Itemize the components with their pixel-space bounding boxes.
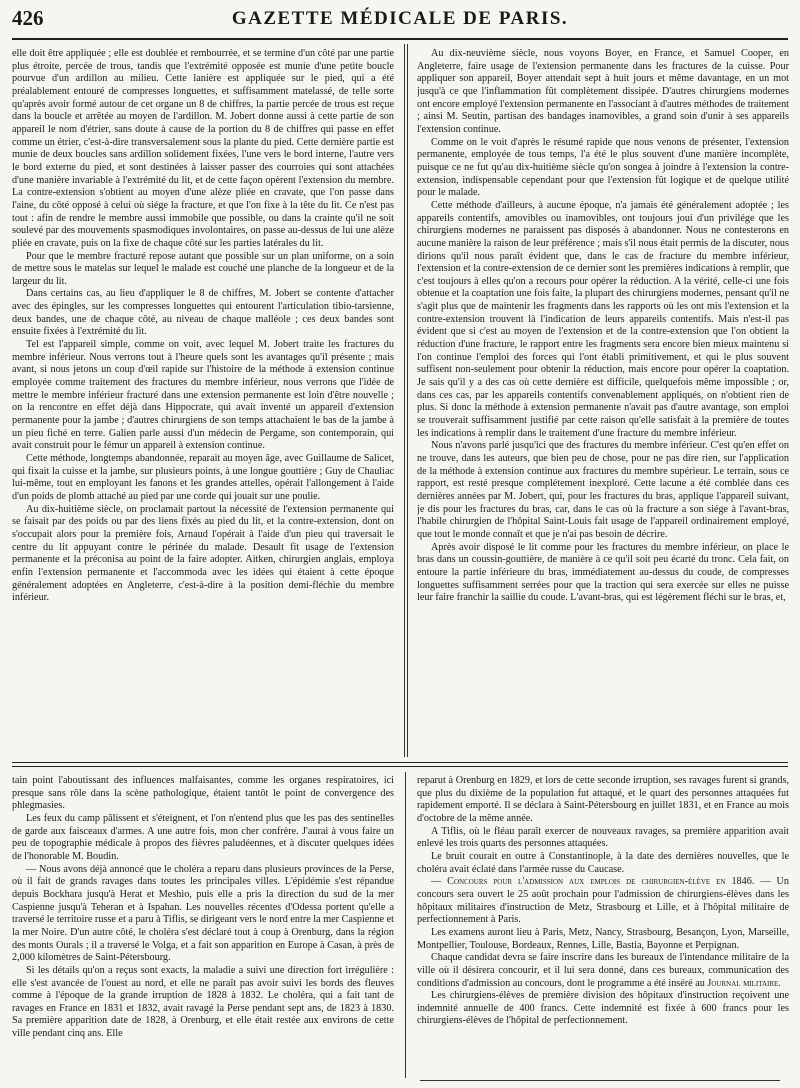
article-column-left — [12, 48, 394, 755]
paragraph: reparut à Orenburg en 1829, et lors de cette seconde irruption, ses ravages furent si grands, que plus du dixième de la population fut attaqué, et le quart des personnes attaquées fut rapidement emporté. Il se déclara à Saint-Pétersbourg en juillet 1831, et en France au mois d'octobre de la même année. — [417, 775, 789, 824]
paragraph: Si les détails qu'on a reçus sont exacts, la maladie a suivi une direction fort irrégulière : elle s'est avancée de l'ouest au nord, et elle ne paraît pas avoir suivi les bords des fleuves comme à l'époque de la grande irruption de 1828 à 1832. Le choléra, qui a fait tant de ravages en France en 1831 et 1832, avait ravagé la Perse pendant sept ans, de 1823 à 1830. Sa première apparition date de 1828, à Orenburg, et elle était restée aux environs de cette ville pendant cinq ans. Elle — [12, 964, 394, 1040]
journal-title: GAZETTE MÉDICALE DE PARIS. — [231, 8, 569, 29]
paragraph: Pour que le membre fracturé repose autant que possible sur un plan uniforme, on a soin de mettre sous le matelas sur lequel le malade est couché une planche de la longueur et de la largeur du lit. — [12, 250, 394, 287]
paragraph: Au dix-huitième siècle, on proclamait partout la nécessité de l'extension permanente qui se faisait par des poids ou par des liens fixés au pied du lit, et la contre-extension, dont on s'occupait alors pour la première fois, Arnaud l'opérait à l'aide d'un pieu qui traversait le centre du lit appuyant contre le périnée du malade. Desault fit usage de l'extension permanente et la préconisa au point de la faire adopter. Aitken, chirurgien anglais, employa enfin l'extension permanente et l'accommoda avec les idées qui étaient à cette époque généralement adoptées en Angleterre, c'est-à-dire à la position demi-fléchie du membre inférieur. — [12, 503, 394, 604]
feuilleton-column-left — [12, 775, 394, 1075]
paragraph: Les examens auront lieu à Paris, Metz, Nancy, Strasbourg, Besançon, Lyon, Marseille, Montpellier, Toulouse, Bordeaux, Rennes, Lille, Bastia, Bayonne et Perpignan. — [417, 926, 789, 951]
end-rule — [420, 1080, 780, 1081]
paragraph: A Tiflis, où le fléau paraît exercer de nouveaux ravages, sa première apparition avait enlevé les trois quarts des personnes attaquées. — [417, 825, 789, 850]
paragraph: Au dix-neuvième siècle, nous voyons Boyer, en France, et Samuel Cooper, en Angleterre, faire usage de l'extension permanente dans les fractures de la cuisse. Pour appliquer son appareil, Boyer attendait sept à huit jours et même davantage, en un mot jusqu'à ce que l'inflammation fût complètement dissipée. D'autres chirurgiens modernes ont encore employé l'extension permanente en l'associant à d'autres méthodes de traitement ; ainsi M. Seutin, partisan des bandages inamovibles, a grand soin d'unir à ses appareils l'extension continue. — [417, 48, 789, 135]
column-divider-double — [407, 44, 408, 757]
paragraph: Nous n'avons parlé jusqu'ici que des fractures du membre inférieur. C'est qu'en effet on ne trouve, dans les auteurs, que bien peu de chose, pour ne pas dire rien, sur l'application de la méthode à extension continue aux fractures du membre supérieur. Le terrain, sous ce rapport, est resté presque complétement inexploré. Cette lacune a été comblée dans ces dernières années par M. Jobert, qui, pour les fractures du bras, applique l'appareil suivant, je dis pour les fractures du bras, car, dans le cas où la fracture a son siége à l'avant-bras, l'habile chirurgien de l'hôpital Saint-Louis fait usage de l'appareil ordinairement employé, que tout le monde connaît et que je n'ai pas besoin de décrire. — [417, 440, 789, 540]
paragraph: Les chirurgiens-élèves de première division des hôpitaux d'instruction reçoivent une indemnité annuelle de 400 francs. Cette indemnité est fixée à 600 francs pour les chirurgiens-élèves de l'hôpital de perfectionnement. — [417, 990, 789, 1027]
paragraph-end: . — [778, 977, 781, 989]
paragraph: tain point l'aboutissant des influences malfaisantes, comme les organes respiratoires, ici presque sans rôle dans la scène pathologique, étaient tantôt le point de convergence des phlegmasies. — [12, 775, 394, 812]
news-item-concours — [417, 876, 789, 927]
paragraph: Cette méthode, longtemps abandonnée, reparait au moyen âge, avec Guillaume de Salicet, qui fixait la cuisse et la jambe, sur plusieurs points, à une longue gouttière ; Guy de Chauliac lui-même, tout en employant les fanons et les grandes attelles, opérait l'allongement à l'aide d'un poids de plomb attaché au pied par une corde qui jouait sur une poulie. — [12, 453, 394, 502]
paragraph: Comme on le voit d'après le résumé rapide que nous venons de présenter, l'extension permanente, employée de tous temps, l'a été le plus souvent d'une manière incomplète, puisque ce ne fut qu'au dix-huitième siècle qu'on songea à joindre à l'extension la contre-extension, indispensable cependant pour que l'extension fût logique et de quelque utilité pour le malade. — [417, 136, 789, 199]
article-column-right — [417, 48, 789, 755]
paragraph — [417, 952, 789, 990]
page-header — [12, 6, 788, 34]
header-rule — [12, 38, 788, 40]
section-rule — [12, 762, 788, 763]
news-item-cholera: — Nous avons déjà annoncé que le choléra a reparu dans plusieurs provinces de la Perse, où il fait de grands ravages dans toutes les principales villes. L'épidémie s'est répandue depuis Bockhara jusqu'à Herat et Meshio, puis elle a pris la direction du sud de la mer Caspienne jusqu'à Teheran et à Ispahan. Les nouvelles récentes d'Odessa portent qu'elle a traversé le territoire russe et a paru à Tiflis, se dirigeant vers le nord entre la mer Caspienne et la mer Noire. D'un autre côté, le choléra s'est déclaré tout à coup à Orenburg, dans la région des monts Ourals ; il a traversé le Volga, et a fait son apparition en Europe à Casan, à près de 2,000 kilomètres de Saint-Pétersbourg. — [12, 863, 394, 964]
concours-text: — Un concours sera ouvert le 25 août prochain pour l'admission de chirurgiens-élèves dans les hôpitaux militaires d'instruction de Metz, Strasbourg et Lille, et à l'hôpital militaire de perfectionnement à Paris. — [417, 876, 789, 926]
page-number: 426 — [12, 6, 44, 30]
paragraph: Cette méthode d'ailleurs, à aucune époque, n'a jamais été généralement adoptée ; les appareils contentifs, amovibles ou inamovibles, ont toujours joui d'un privilége que les chirurgiens modernes ne paraissent pas disposés à abandonner. Nous ne contesterons en aucune manière la raison de leur préférence ; mais s'il nous était permis de la discuter, nous dirions qu'il nous paraît évident que, dans le cas de fracture du membre inférieur, l'extension et la contre-extension de ce dernier sont les premières indications à remplir, que c'est toujours à elles qu'on a recours pour opérer la réduction. A la vérité, celle-ci une fois obtenue et la coaptation une fois faite, la plupart des chirurgiens modernes, pensant qu'il ne s'agit plus que de maintenir les fragments dans les rapports où les ont mis l'extension et la contre-extension trouvent là l'indication de leurs appareils contentifs. Mais n'est-il pas évident que si c'est au moyen de l'extension et de la contre-extension que l'on obtient la réduction d'une fracture, le rapport entre les fragments sera encore bien mieux maintenu si l'on continue l'emploi des forces qui l'ont établi primitivement, et qui le plus souvent suffisent non-seulement pour obtenir la réduction, mais encore pour opérer la coaptation. Je sais qu'il y a des cas où cette dernière est difficile, quelquefois même impossible ; or, dans ces cas, par les appareils contentifs convenablement appliqués, on n'obtient rien de plus. Si donc la méthode à extension permanente n'avait pas d'autre avantage, son emploi se trouverait suffisamment justifié par cette raison qu'elle satisfait à la première de toutes les indications à remplir dans le traitement d'une fracture du membre inférieur. — [417, 199, 789, 439]
feuilleton-column-divider — [405, 772, 406, 1078]
column-divider — [404, 44, 405, 757]
paragraph: Les feux du camp pâlissent et s'éteignent, et l'on n'entend plus que les pas des sentinelles de garde aux faisceaux d'armes. A une autre fois, mon cher confrère. J'aurai à vous faire un peu de topographie médicale à propos des fièvres paludéennes, et à discuter quelques idées de l'honorable M. Boudin. — [12, 812, 394, 862]
journal-name: Journal militaire — [707, 977, 779, 989]
paragraph: elle doit être appliquée ; elle est doublée et rembourrée, et se termine d'un côté par une partie plus étroite, percée de trous, tandis que l'extrémité opposée est munie d'une petite boucle pourvue d'un ardillon au milieu. Cette lanière est appliquée sur le pied, qui a été préalablement entouré de compresses longuettes, et suffisamment matelassé, de telle sorte qu'après avoir formé autour de cet organe un 8 de chiffres, la partie percée de trous est reçue dans la boucle et arrêtée au moyen de l'ardillon. M. Jobert donne aussi à cette partie de son appareil le nom d'étrier, sans doute à cause de la portion du 8 de chiffres qui passe en effet comme un étrier, c'est-à-dire transversalement sous la plante du pied. Cette dernière partie est munie de deux boucles sans ardillon solidement fixées, l'une vers le bord interne, l'autre vers le bord externe du pied, et sont destinées à laisser passer des courroies qui sont attachées d'une manière invariable à l'extrémité du lit, et de cette façon opèrent l'extension du membre. La contre-extension s'obtient au moyen d'une alèze pliée en cravate, que l'on passe dans l'aine, du côté opposé à celui où siége la fracture, et que l'on fixe à la tête du lit. Ce n'est pas tout : afin de rendre le membre aussi immobile que possible, ou dans la crainte qu'il ne soit soulevé par des mouvements spasmodiques involontaires, on passe au-dessus de lui une alèze pliée en cravate, puis on la fixe de chaque côté sur les parties latérales du lit. — [12, 48, 394, 249]
paragraph: Après avoir disposé le lit comme pour les fractures du membre inférieur, on place le bras dans un coussin-gouttière, de manière à ce qu'il soit peu écarté du tronc. Cela fait, on entoure la partie inférieure du bras, immédiatement au-dessus du coude, de compresses longuettes suffisamment serrées pour que la traction qui sera exercée sur elles ne puisse leur faire franchir la saillie du coude. L'avant-bras, qui est légèrement fléchi sur le bras, et, — [417, 541, 789, 604]
feuilleton-column-right — [417, 775, 789, 1075]
paragraph-text: Chaque candidat devra se faire inscrire dans les bureaux de l'intendance militaire de la ville où il désirera concourir, et il lui sera donné, dans ces bureaux, communication des conditions d'admission au concours, dont le programme a été inséré au — [417, 952, 789, 989]
paragraph: Le bruit courait en outre à Constantinople, à la date des dernières nouvelles, que le choléra avait éclaté dans l'armée russe du Caucase. — [417, 850, 789, 875]
section-rule-thin — [12, 766, 788, 767]
paragraph: Tel est l'appareil simple, comme on voit, avec lequel M. Jobert traite les fractures du membre inférieur. Nous verrons tout à l'heure quels sont les avantages qu'il présente ; mais avant, si nous jetons un coup d'œil rapide sur l'histoire de la méthode à extension continue employée comme traitement des fractures du membre inférieur, nous verrons que l'idée de mettre le membre inférieur fracturé dans une extension permanente est loin d'être nouvelle ; on la rencontre en effet déjà dans Hippocrate, qui avait inventé un appareil d'extension permanente pour la jambe ; d'autres chirurgiens de son temps attachaient le bas de la jambe à un pieu fiché en terre. Galien parle aussi d'un médecin de Pergame, son contemporain, qui avait construit pour le fémur un appareil à extension continue. — [12, 339, 394, 452]
paragraph: Dans certains cas, au lieu d'appliquer le 8 de chiffres, M. Jobert se contente d'attacher avec des épingles, sur les compresses longuettes qui entourent l'articulation tibio-tarsienne, deux bandes, une de chaque côté, au niveau de chaque malléole ; ces deux bandes sont ensuite fixées à l'extrémité du lit. — [12, 288, 394, 338]
concours-heading: — Concours pour l'admission aux emplois de chirurgien-élève en 1846. — [431, 876, 755, 888]
